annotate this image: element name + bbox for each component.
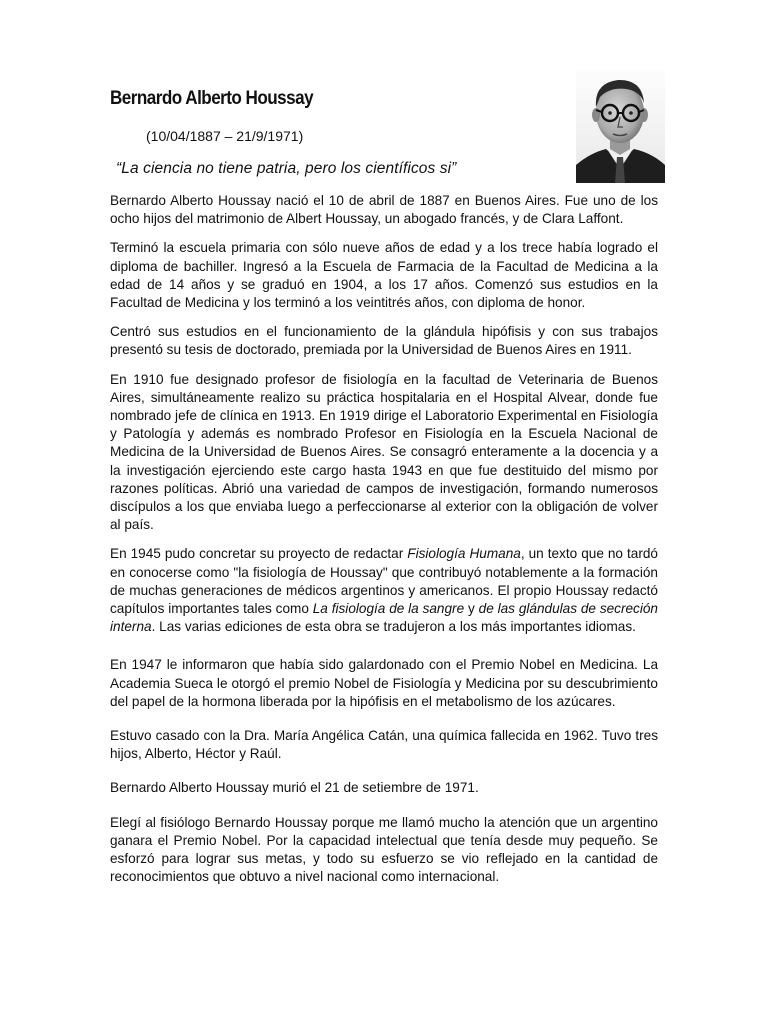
- article-body: [110, 192, 658, 898]
- chapter-title: La fisiología de la sangre: [312, 601, 465, 617]
- text-span: , un texto que no tardó en conocerse como "la fisiología de Houssay" que contribuyó notablemente a la formación de muchas generaciones de médicos argentinos y americanos. El propio Houssay redactó capítulos importantes tales como: [110, 546, 658, 617]
- paragraph-birth: Bernardo Alberto Houssay nació el 10 de abril de 1887 en Buenos Aires. Fue uno de los ocho hijos del matrimonio de Albert Houssay, un abogado francés, y de Clara Laffont.: [110, 193, 658, 227]
- book-title: Fisiología Humana: [407, 546, 521, 562]
- life-dates: (10/04/1887 – 21/9/1971): [146, 128, 304, 144]
- paragraph-career: En 1910 fue designado profesor de fisiología en la facultad de Veterinaria de Buenos Aires, simultáneamente realizo su práctica hospitalaria en el Hospital Alvear, donde fue nombrado jefe de clínica en 1913. En 1919 dirige el Laboratorio Experimental en Fisiología y Patología y además es nombrado Profesor en Fisiología en la Escuela Nacional de Medicina de la Universidad de Buenos Aires. Se consagró enteramente a la docencia y a la investigación ejerciendo este cargo hasta 1943 en que fue destituido del mismo por razones políticas. Abrió una variedad de campos de investigación, formando numerosos discípulos a los que enviaba luego a perfeccionarse al exterior con la obligación de volver al país.: [110, 371, 658, 533]
- paragraph-education: Terminó la escuela primaria con sólo nueve años de edad y a los trece había logrado el diploma de bachiller. Ingresó a la Escuela de Farmacia de la Facultad de Medicina a la edad de 14 años y se graduó en 1904, a los 17 años. Comenzó sus estudios en la Facultad de Medicina y los terminó a los veintitrés años, con diploma de honor.: [110, 240, 658, 311]
- paragraph-death: Bernardo Alberto Houssay murió el 21 de setiembre de 1971.: [110, 780, 479, 796]
- portrait-photo: [576, 69, 665, 183]
- chapter-title: de las glándulas de secreción interna: [110, 601, 658, 635]
- paragraph-nobel: En 1947 le informaron que había sido galardonado con el Premio Nobel en Medicina. La Academia Sueca le otorgó el premio Nobel de Fisiología y Medicina por su descubrimiento del papel de la hormona liberada por la hipófisis en el metabolismo de los azúcares.: [110, 657, 658, 709]
- page-title: Bernardo Alberto Houssay: [110, 88, 314, 109]
- paragraph-book: [110, 545, 658, 636]
- text-span: . Las varias ediciones de esta obra se tradujeron a los más importantes idiomas.: [151, 619, 636, 635]
- paragraph-family: Estuvo casado con la Dra. María Angélica Catán, una química fallecida en 1962. Tuvo tres hijos, Alberto, Héctor y Raúl.: [110, 728, 658, 762]
- text-span: En 1945 pudo concretar su proyecto de redactar: [110, 546, 408, 562]
- paragraph-reflection: Elegí al fisiólogo Bernardo Houssay porque me llamó mucho la atención que un argentino ganara el Premio Nobel. Por la capacidad intelectual que tenía desde muy pequeño. Se esforzó para lograr sus metas, y todo su esfuerzo se vio reflejado en la cantidad de reconocimientos que obtuvo a nivel nacional como internacional.: [110, 814, 658, 885]
- paragraph-thesis: Centró sus estudios en el funcionamiento de la glándula hipófisis y con sus trabajos presentó su tesis de doctorado, premiada por la Universidad de Buenos Aires en 1911.: [110, 324, 658, 358]
- text-span: y: [464, 601, 479, 617]
- quote: “La ciencia no tiene patria, pero los científicos si”: [116, 160, 457, 177]
